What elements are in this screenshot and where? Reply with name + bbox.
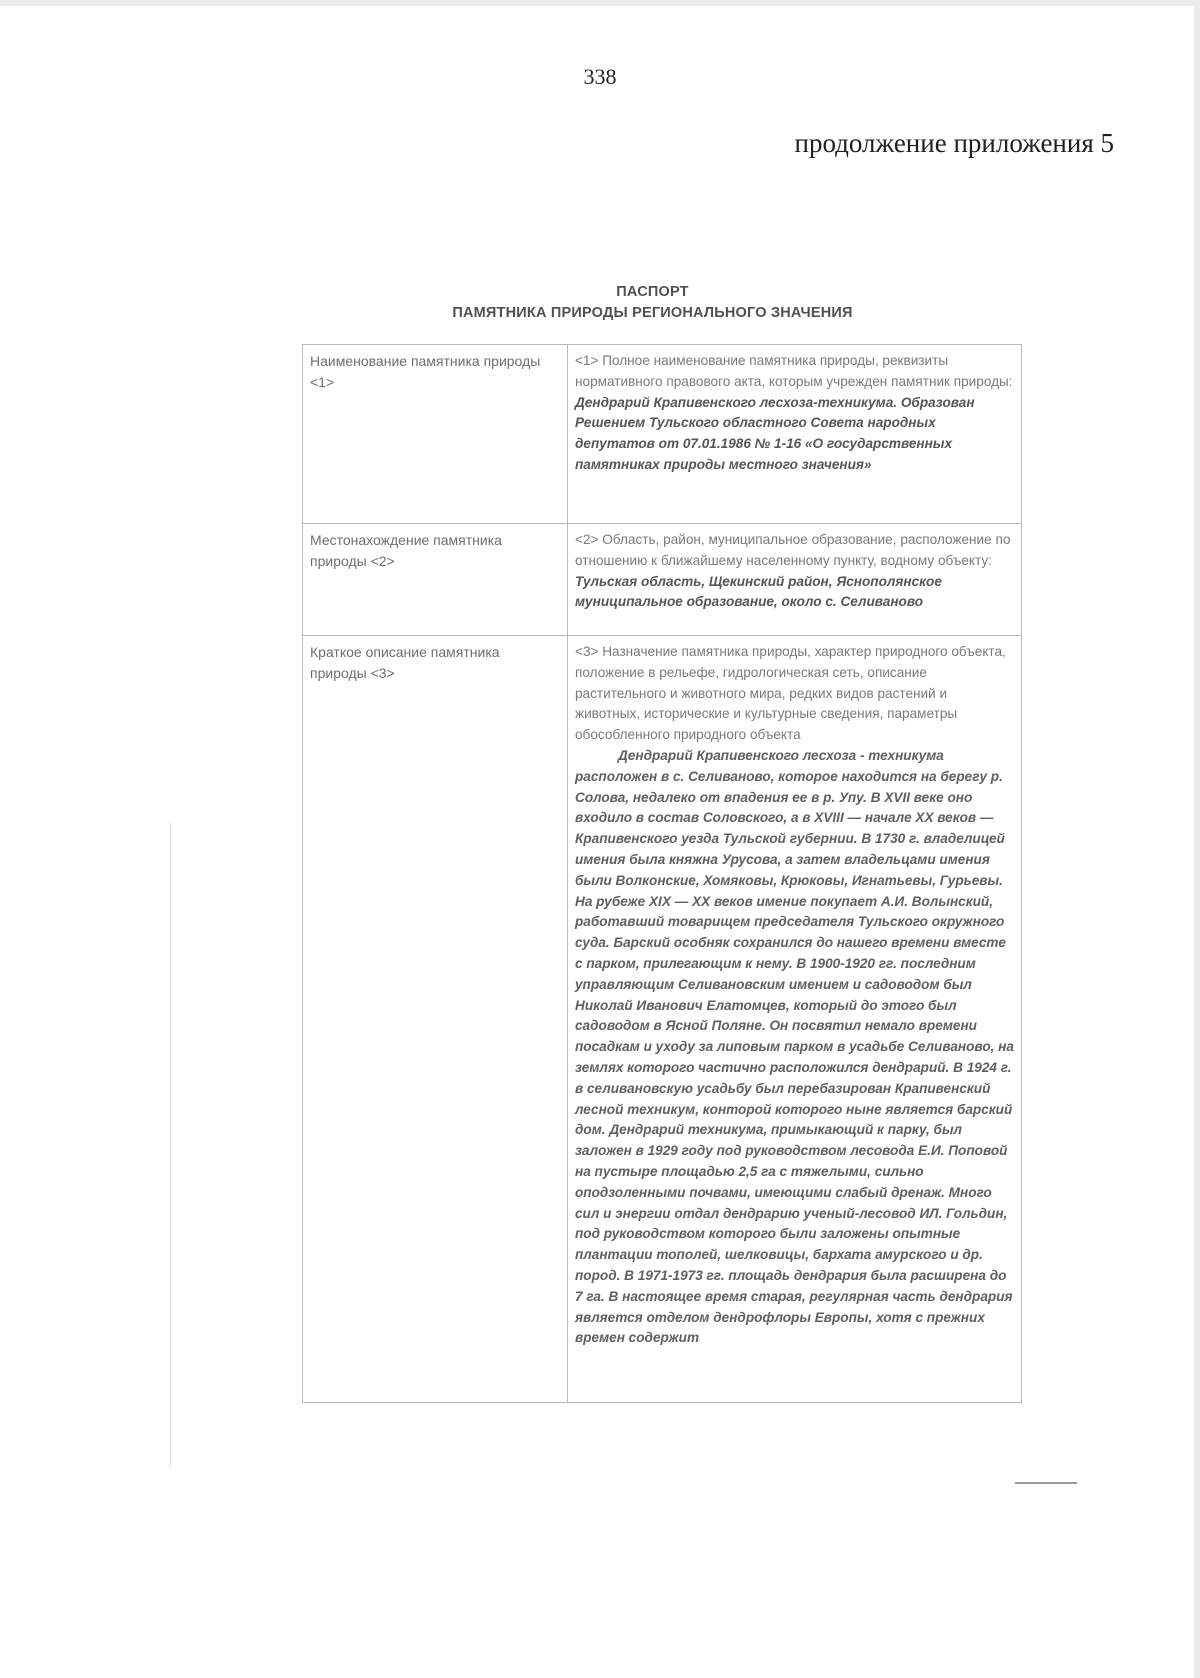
row-value: Тульская область, Щекинский район, Яснополянское муниципальное образование, около с. Селиваново: [575, 573, 942, 610]
title-line-2: ПАМЯТНИКА ПРИРОДЫ РЕГИОНАЛЬНОГО ЗНАЧЕНИЯ: [452, 305, 853, 321]
appendix-note: продолжение приложения 5: [794, 128, 1114, 158]
row-hint: <2> Область, район, муниципальное образование, расположение по отношению к ближайшему населенному пункту, водному объекту:: [575, 532, 1011, 568]
passport-table: [302, 344, 1022, 1403]
row-value: Дендрарий Крапивенского лесхоза - техникума расположен в с. Селиваново, которое находится на берегу р. Солова, недалеко от впадения ее в р. Упу. В XVII веке оно входило в состав Соловского, а в XVIII — начале XX веков — Крапивенского уезда Тульской губернии. В 1730 г. владелицей имения была княжна Урусова, а затем владельцами имения были Волконские, Хомяковы, Крюковы, Игнатьевы, Гурьевы. На рубеже XIX — XX веков имение покупает А.И. Волынский, работавший товарищем председателя Тульского окружного суда. Барский особняк сохранился до нашего времени вместе с парком, прилегающим к нему. В 1900-1920 гг. последним управляющим Селивановским имением и садоводом был Николай Иванович Елатомцев, который до этого был садоводом в Ясной Поляне. Он посвятил немало времени посадкам и уходу за липовым парком в усадьбе Селиваново, на землях которого частично расположился дендрарий. В 1924 г. в селивановскую усадьбу был перебазирован Крапивенский лесной техникум, конторой которого ныне является барский дом. Дендрарий техникума, примыкающий к парку, был заложен в 1929 году под руководством лесовода Е.И. Поповой на пустыре площадью 2,5 га с тяжелыми, сильно оподзоленными почвами, имеющими слабый дренаж. Много сил и энергии отдал дендрарию ученый-лесовод ИЛ. Гольдин, под руководством которого были заложены опытные плантации тополей, шелковицы, бархата амурского и др. пород. В 1971-1973 гг. площадь дендрария была расширена до 7 га. В настоящее время старая, регулярная часть дендрария является отделом дендрофлоры Европы, хотя с прежних времен содержит: [575, 747, 1014, 1346]
scan-edge-top: [0, 0, 1200, 6]
title-line-1: ПАСПОРТ: [616, 284, 689, 300]
row-label: Наименование памятника природы <1>: [303, 345, 568, 524]
page-number: 338: [583, 64, 617, 89]
row-value: Дендрарий Крапивенского лесхоза-техникума. Образован Решением Тульского областного Совета народных депутатов от 07.01.1986 № 1-16 «О государственных памятниках природы местного значения»: [575, 394, 975, 472]
row-hint: <3> Назначение памятника природы, характер природного объекта, положение в рельефе, гидрологическая сеть, описание растительного и животного мира, редких видов растений и животных, исторические и культурные сведения, параметры обособленного природного объекта: [575, 644, 1006, 743]
row-label: Краткое описание памятника природы <3>: [303, 636, 568, 1403]
table-row-location: [303, 524, 1022, 636]
scan-edge-right: [1194, 0, 1200, 1678]
row-value-cell: [568, 524, 1022, 636]
scan-margin-line: [170, 822, 171, 1468]
footnote-rule: [1015, 1482, 1077, 1484]
document-title: [0, 282, 1200, 324]
row-hint: <1> Полное наименование памятника природы, реквизиты нормативного правового акта, которым учрежден памятник природы:: [575, 353, 1013, 389]
row-value-cell: [568, 345, 1022, 524]
table-row-name: [303, 345, 1022, 524]
table-row-description: [303, 636, 1022, 1403]
row-label: Местонахождение памятника природы <2>: [303, 524, 568, 636]
row-value-cell: [568, 636, 1022, 1403]
